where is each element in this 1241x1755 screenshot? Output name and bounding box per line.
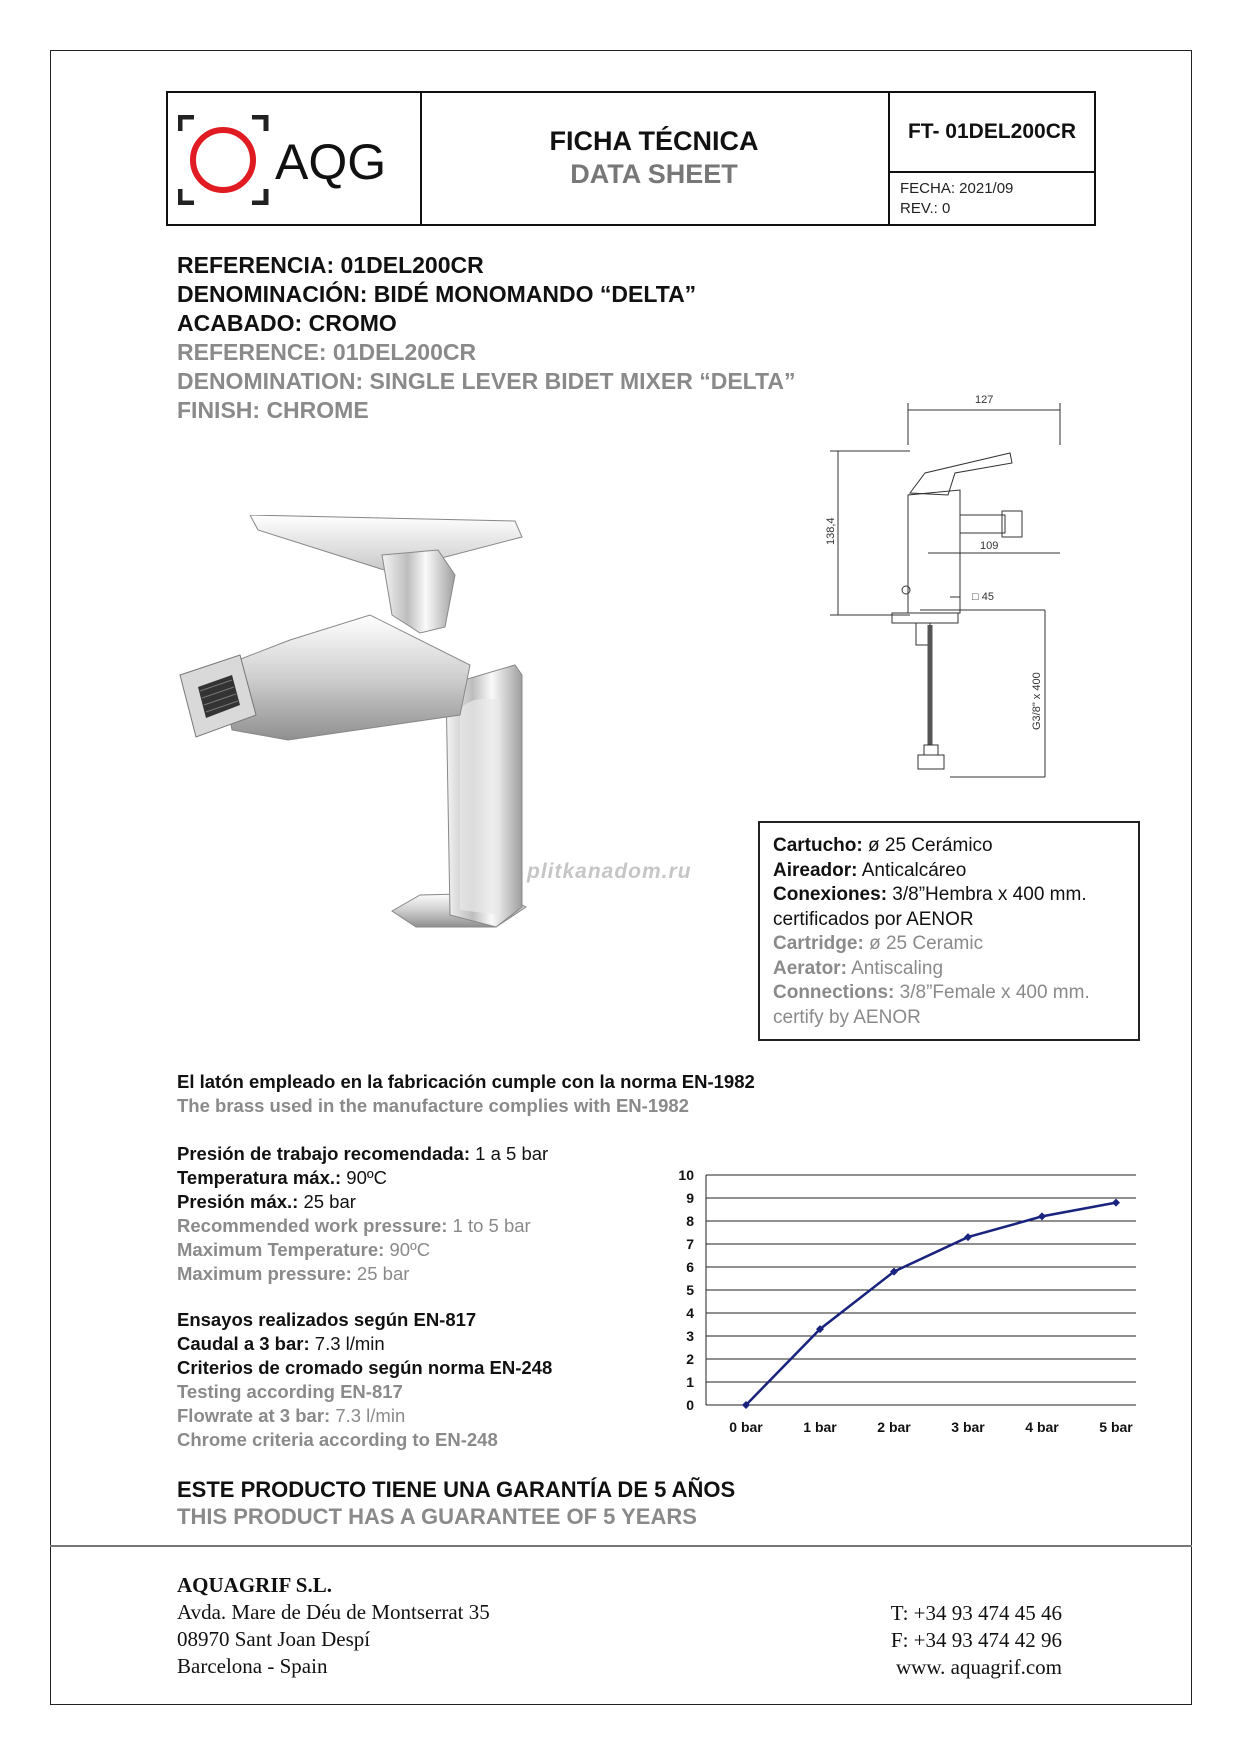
x-tick-label: 0 bar (729, 1419, 763, 1435)
dim-width: 127 (975, 394, 994, 406)
brass-en: The brass used in the manufacture complies with EN-1982 (177, 1095, 689, 1116)
data-point (1038, 1212, 1046, 1220)
y-tick-label: 4 (686, 1305, 694, 1321)
phone: T: +34 93 474 45 46 (890, 1601, 1062, 1625)
spec-en-2: Connections: 3/8”Female x 400 mm. (773, 982, 1090, 1003)
title-line-es-1: DENOMINACIÓN: BIDÉ MONOMANDO “DELTA” (177, 281, 697, 307)
test-es-1: Caudal a 3 bar: 7.3 l/min (177, 1333, 385, 1354)
title-line-es-0: REFERENCIA: 01DEL200CR (177, 252, 484, 278)
company-name: AQUAGRIF S.L. (177, 1573, 332, 1597)
watermark: plitkanadom.ru (527, 860, 692, 883)
x-tick-label: 5 bar (1099, 1419, 1133, 1435)
logo-cell (168, 93, 422, 224)
fax: F: +34 93 474 42 96 (890, 1628, 1062, 1652)
spec-es-1: Aireador: Anticalcáreo (773, 859, 967, 881)
y-tick-label: 5 (686, 1282, 694, 1298)
technical-drawing (820, 385, 1070, 800)
press-es-2: Presión máx.: 25 bar (177, 1191, 356, 1212)
press-en-1: Maximum Temperature: 90ºC (177, 1239, 431, 1260)
data-point (1112, 1199, 1120, 1207)
guarantee-en: THIS PRODUCT HAS A GUARANTEE OF 5 YEARS (177, 1504, 697, 1529)
pressure-specs (177, 1142, 548, 1286)
test-en-0: Testing according EN-817 (177, 1381, 403, 1402)
spec-es-0: Cartucho: ø 25 Cerámico (773, 835, 993, 856)
y-tick-label: 9 (686, 1190, 694, 1206)
x-tick-label: 3 bar (951, 1419, 985, 1435)
title-line-es-2: ACABADO: CROMO (177, 310, 397, 336)
brass-es: El latón empleado en la fabricación cumple con la norma EN-1982 (177, 1071, 755, 1092)
y-tick-label: 2 (686, 1351, 694, 1367)
website-link[interactable]: www. aquagrif.com (895, 1655, 1062, 1679)
x-tick-label: 1 bar (803, 1419, 837, 1435)
y-tick-label: 10 (678, 1167, 694, 1183)
spec-en-3: certify by AENOR (773, 1006, 921, 1028)
doc-rev: REV.: 0 (900, 200, 951, 217)
guarantee-es: ESTE PRODUCTO TIENE UNA GARANTÍA DE 5 AÑOS (177, 1477, 736, 1502)
spec-en-1: Aerator: Antiscaling (773, 957, 944, 979)
title-line-en-1: DENOMINATION: SINGLE LEVER BIDET MIXER “DELTA” (177, 368, 796, 394)
press-en-0: Recommended work pressure: 1 to 5 bar (177, 1215, 531, 1236)
brass-note (177, 1070, 755, 1118)
test-specs (177, 1308, 552, 1452)
x-tick-label: 4 bar (1025, 1419, 1059, 1435)
y-tick-label: 3 (686, 1328, 694, 1344)
footer-divider (50, 1545, 1192, 1547)
press-en-2: Maximum pressure: 25 bar (177, 1263, 410, 1284)
aqg-logo (178, 115, 410, 210)
product-photo (170, 515, 590, 960)
series-line (746, 1203, 1116, 1405)
header-table (166, 91, 1096, 226)
product-titles (177, 251, 795, 425)
doc-date: FECHA: 2021/09 (900, 180, 1014, 197)
flow-chart (666, 1160, 1146, 1455)
footer-contact (860, 1600, 1062, 1681)
title-line-en-0: REFERENCE: 01DEL200CR (177, 339, 477, 365)
y-tick-label: 1 (686, 1374, 694, 1390)
doc-meta (900, 179, 1013, 219)
logo-text: AQG (275, 134, 387, 190)
dim-reach: 109 (980, 540, 999, 552)
dim-hose: G3/8" x 400 (1031, 672, 1043, 730)
dim-height: 138,4 (825, 517, 837, 545)
address-line-1: Avda. Mare de Déu de Montserrat 35 (177, 1600, 490, 1624)
title-line-en-2: FINISH: CHROME (177, 397, 369, 423)
press-es-1: Temperatura máx.: 90ºC (177, 1167, 388, 1188)
test-en-1: Flowrate at 3 bar: 7.3 l/min (177, 1405, 406, 1426)
press-es-0: Presión de trabajo recomendada: 1 a 5 bar (177, 1143, 549, 1164)
y-tick-label: 0 (686, 1397, 694, 1413)
data-point (964, 1233, 972, 1241)
doc-code: FT- 01DEL200CR (890, 93, 1094, 173)
dim-base: □ 45 (972, 591, 994, 603)
test-es-0: Ensayos realizados según EN-817 (177, 1309, 477, 1330)
test-es-2: Criterios de cromado según norma EN-248 (177, 1357, 553, 1378)
test-en-2: Chrome criteria according to EN-248 (177, 1429, 498, 1450)
guarantee (177, 1476, 735, 1530)
spec-box (758, 821, 1140, 1041)
spec-en-0: Cartridge: ø 25 Ceramic (773, 933, 984, 954)
y-tick-label: 7 (686, 1236, 694, 1252)
title-es: FICHA TÉCNICA (549, 126, 759, 156)
address-line-3: Barcelona - Spain (177, 1654, 328, 1678)
spec-es-2: Conexiones: 3/8”Hembra x 400 mm. (773, 884, 1087, 905)
title-cell (420, 93, 890, 224)
x-tick-label: 2 bar (877, 1419, 911, 1435)
code-cell (890, 93, 1094, 224)
title-en: DATA SHEET (570, 159, 738, 189)
address-line-2: 08970 Sant Joan Despí (177, 1627, 371, 1651)
y-tick-label: 8 (686, 1213, 694, 1229)
footer-address (177, 1572, 490, 1680)
y-tick-label: 6 (686, 1259, 694, 1275)
spec-es-3: certificados por AENOR (773, 908, 974, 930)
